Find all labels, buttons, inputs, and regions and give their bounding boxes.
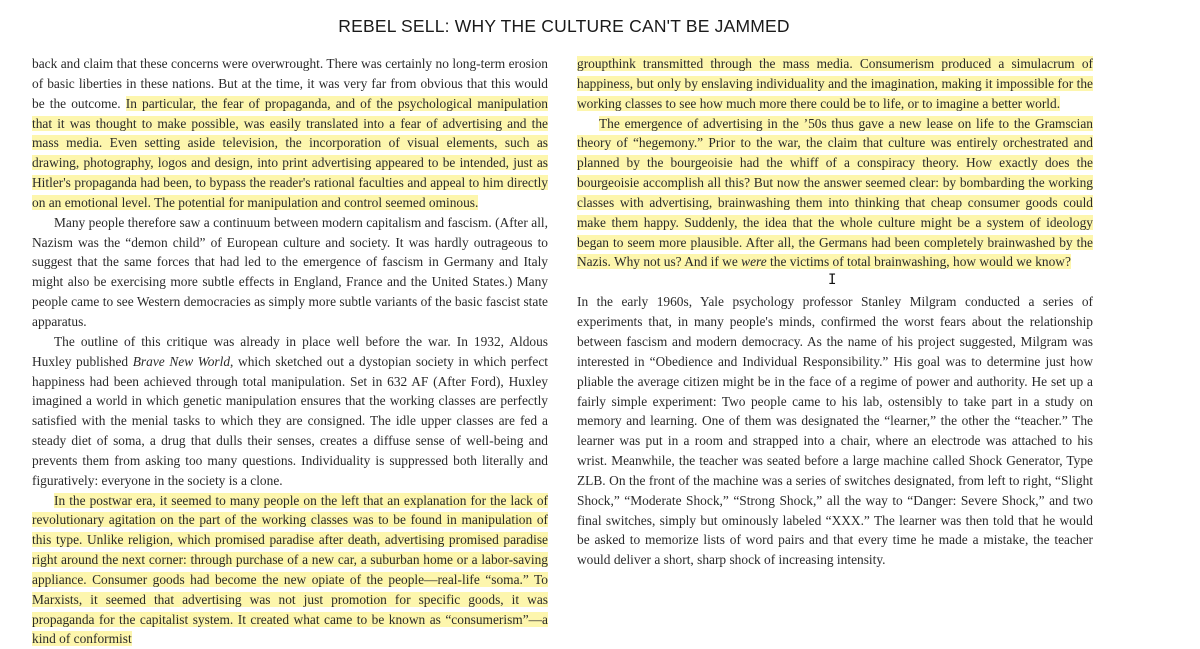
book-title: Brave New World: [132, 353, 231, 369]
paragraph-4: [32, 491, 548, 649]
paragraph-5: [577, 54, 1093, 114]
right-column: [577, 54, 1093, 570]
highlighted-passage[interactable]: In the postwar era, it seemed to many people on the left that an explanation for the lack of revolutionary agitation on the part of the working classes was to be found in manipulation of this type. Unlike religion, which promised paradise after death, advertising promised paradise right around the next corner: through purchase of a new car, a suburban home or a labor-saving appliance. Consumer goods had become the new opiate of the people—real-life “soma.” To Marxists, it seemed that advertising was not just promotion for specific goods, it was propaganda for the capitalist system. It created what came to be known as “consumerism”—a kind of conformist: [32, 492, 548, 647]
paragraph-text: , which sketched out a dystopian society in which perfect happiness had been achieved through total manipulation. Set in 632 AF (After Ford), Huxley imagined a world in which genetic manipulation ensures that the working classes are perfectly satisfied with the menial tasks to which they are consigned. The idle upper classes are fed a steady diet of soma, a drug that dulls their senses, creates a diffuse sense of well-being and prevents them from asking too many questions. Individuality is suppressed both literally and figuratively: everyone in the society is a clone.: [32, 353, 548, 488]
emphasis: were: [741, 254, 767, 270]
paragraph-text: The outline of this critique was already in place well before the war. In 1932, Aldous Huxley published: [32, 333, 548, 369]
highlighted-passage[interactable]: In particular, the fear of propaganda, and of the psychological manipulation that it was thought to make possible, was easily translated into a fear of advertising and the mass media. Even setting aside television, the incorporation of visual elements, such as drawing, photography, logos and design, into print advertising appeared to be intended, just as Hitler's propaganda had been, to bypass the reader's rational faculties and appeal to him directly on an emotional level. The potential for manipulation and control seemed ominous.: [32, 95, 548, 210]
paragraph-text: back and claim that these concerns were overwrought. There was certainly no long-term erosion of basic liberties in these nations. But at the time, it was very far from obvious that this would be the outcome.: [32, 56, 548, 111]
highlighted-passage[interactable]: groupthink transmitted through the mass media. Consumerism produced a simulacrum of happiness, but only by enslaving individuality and the imagination, making it impossible for the working classes to see how much more there could be to life, or to imagine a better world.: [577, 56, 1093, 111]
highlighted-passage[interactable]: [577, 116, 1093, 270]
paragraph-6: [577, 114, 1093, 273]
left-column: [32, 54, 548, 649]
paragraph-7: In the early 1960s, Yale psychology professor Stanley Milgram conducted a series of experiments that, in many people's minds, confirmed the worst fears about the relationship between fascism and modern democracy. As the name of his project suggested, Milgram was interested in “Obedience and Individual Responsibility.” His goal was to determine just how pliable the average citizen might be in the face of a regime of power and authority. He set up a fairly simple experiment: Two people came to his lab, ostensibly to take part in a study on memory and learning. One of them was designated the “learner,” the other the “teacher.” The learner was put in a room and strapped into a chair, where an electrode was attached to his wrist. Meanwhile, the teacher was seated before a large machine called Shock Generator, Type ZLB. On the front of the machine was a series of switches designated, from left to right, “Slight Shock,” “Moderate Shock,” “Strong Shock,” all the way to “Danger: Severe Shock,” and two final switches, simply but ominously labeled “XXX.” The learner was then told that he would be asked to memorize lists of word pairs and that every time he made a mistake, the teacher would deliver a short, sharp shock of increasing intensity.: [577, 294, 1093, 568]
paragraph-3: [32, 332, 548, 491]
paragraph-text: The emergence of advertising in the ’50s thus gave a new lease on life to the Gramscian theory of “hegemony.” Prior to the war, the claim that culture was entirely orchestrated and planned by the bourgeoisie had the whiff of a conspiracy theory. How exactly does the bourgeoisie accomplish all this? But now the answer seemed clear: by bombarding the working classes with advertising, brainwashing them into thinking that cheap consumer goods could make them happy. Suddenly, the idea that the whole culture might be a system of ideology began to seem more plausible. After all, the Germans had been completely brainwashed by the Nazis. Why not us? And if we: [577, 115, 1093, 270]
paragraph-2: Many people therefore saw a continuum between modern capitalism and fascism. (After all, Nazism was the “demon child” of European culture and society. It was hardly outrageous to suggest that the same forces that had led to the emergence of fascism in Germany and Italy might also be exercising more subtle effects in England, France and the United States.) Many people came to see Western democracies as simply more subtle variants of the basic fascist state apparatus.: [32, 214, 548, 329]
page-title: REBEL SELL: WHY THE CULTURE CAN'T BE JAMMED: [338, 16, 790, 36]
paragraph-text: the victims of total brainwashing, how would we know?: [766, 254, 1071, 270]
paragraph-1: [32, 54, 548, 213]
text-cursor-icon: I: [828, 272, 837, 288]
